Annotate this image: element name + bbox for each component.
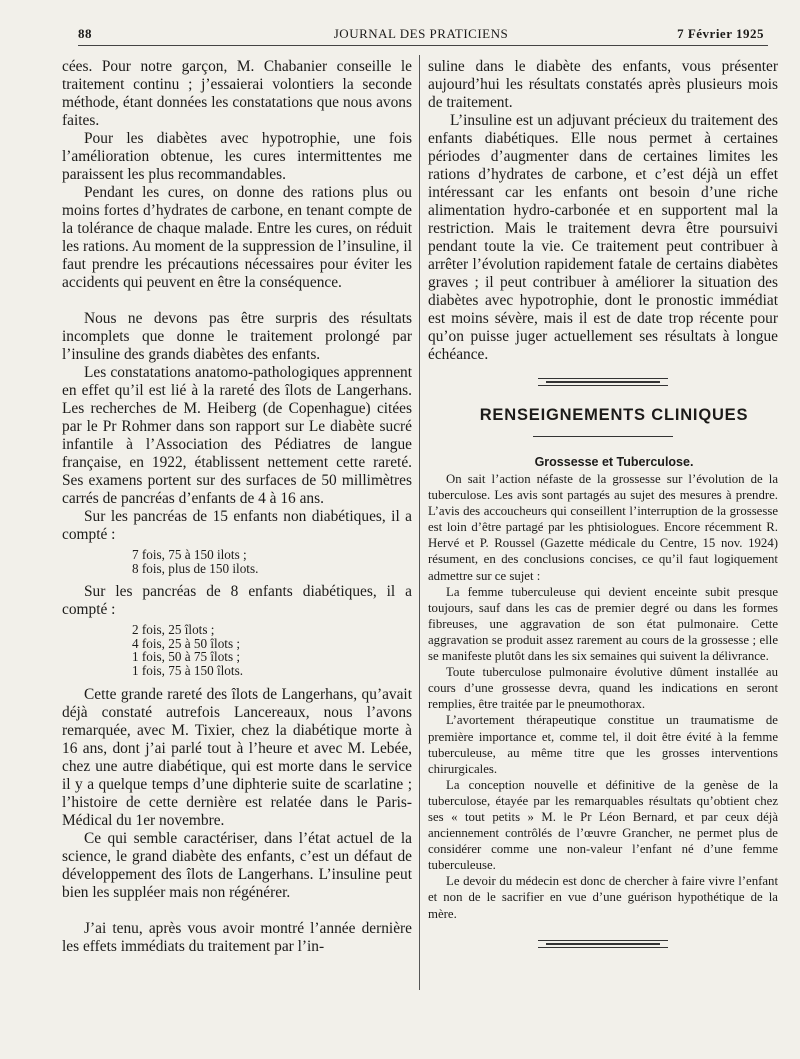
list-item: 7 fois, 75 à 150 ilots ; [132, 547, 247, 562]
paragraph: Cette grande rareté des îlots de Langerhans, qu’avait déjà constaté autrefois Lancereaux, nous l’avons remarquée, avec M. Tixier, chez la diabétique morte à 16 ans, dont j’ai parlé tout à l’heure et avec M. Lebée, chez une autre diabétique, qui est morte dans le service il y a quelque temps d’une diphterie suite de scarlatine ; l’histoire de cette dernière est relatée dans le Paris-Médical du 1er novembre. [62, 685, 412, 829]
column-divider [419, 55, 420, 990]
paragraph: cées. Pour notre garçon, M. Chabanier conseille le traitement continu ; j’essaierai volontiers la seconde méthode, étant données les constatations que nous avons faites. [62, 58, 412, 129]
paragraph: La femme tuberculeuse qui devient enceinte subit presque toujours, sauf dans les cas de premier degré ou dans les formes fibreuses, une aggravation de son état pulmonaire. Cette aggravation se produit assez rarement au cours de la grossesse ; elle se manifeste plutôt dans les six semaines qui suivent la délivrance. [428, 584, 778, 664]
list-item: 1 fois, 50 à 75 îlots ; [132, 649, 241, 665]
paragraph: J’ai tenu, après vous avoir montré l’année dernière les effets immédiats du traitement par l’in- [62, 919, 412, 955]
paragraph: On sait l’action néfaste de la grossesse sur l’évolution de la tuberculose. Les avis sont partagés au sujet des mesures à prendre. L’avis des accoucheurs qui conseillent l’interruption de la grossesse est loin d’être partagé par les phtisiologues. Encore récemment R. Hervé et P. Roussel (Gazette médicale du Centre, 15 nov. 1924) résument, en des conclusions concises, ce qu’il faut logiquement admettre sur ce sujet : [428, 472, 778, 583]
count-list-non-diabetic [132, 548, 412, 575]
paragraph: Les constatations anatomo-pathologiques apprennent en effet qu’il est lié à la rareté des îlots de Langerhans. Les recherches de M. Heiberg (de Copenhague) citées par le Pr Rohmer dans son rapport sur Le diabète sucré infantile à l’Association des Pédiatres de langue française, en 1922, établissent nettement cette rareté. Ses examens portent sur des surfaces de 50 millimètres carrés de pancréas d’enfants de 4 à 16 ans. [62, 364, 412, 507]
article-body [428, 471, 778, 922]
paragraph: Sur les pancréas de 8 enfants diabétiques, il a compté : [62, 583, 412, 619]
running-header [78, 26, 764, 44]
paragraph: Toute tuberculose pulmonaire évolutive dûment installée au cours d’une grossesse devra, quand les indications en seront remplies, être traitée par le pneumothorax. [428, 665, 778, 712]
article-title: Grossesse et Tuberculose. [534, 455, 694, 469]
section-separator [538, 378, 668, 386]
paragraph: L’insuline est un adjuvant précieux du traitement des enfants diabétiques. Elle nous permet à certaines périodes d’augmenter dans de certaines limites les rations d’hydrates de carbone, et c’est déjà un effet intéressant car les enfants ont besoin d’une riche alimentation hydro-carbonée et en supportent mal la restriction. Mais le traitement devra être poursuivi pendant toute la vie. Ce traitement peut contribuer à arrêter l’évolution rapidement fatale de certains diabètes graves ; il peut contribuer à améliorer la situation des diabètes avec hypotrophie, dont le pronostic immédiat est moins sévère, mais il est de date trop récente pour qu’on puisse juger actuellement ses résultats à longue échéance. [428, 112, 778, 363]
paragraph: Pour les diabètes avec hypotrophie, une fois l’amélioration obtenue, les cures intermittentes me paraissent les plus recommandables. [62, 130, 412, 183]
title-rule [533, 436, 673, 437]
paragraph: La conception nouvelle et définitive de la genèse de la tuberculose, étayée par les remarquables résultats qu’obtient chez ses « tout petits » M. le Pr Léon Bernard, et par ceux déjà anciennement contrôlés de l’œuvre Grancher, ne permet plus de considérer comme une non-valeur l’enfant né d’une femme tuberculeuse. [428, 777, 778, 873]
paragraph: Nous ne devons pas être surpris des résultats incomplets que donne le traitement prolongé par l’insuline des grands diabètes des enfants. [62, 310, 412, 363]
page-number: 88 [78, 26, 92, 41]
count-list-diabetic [132, 623, 412, 677]
list-item: 2 fois, 25 îlots ; [132, 622, 215, 638]
list-item: 1 fois, 75 à 150 îlots. [132, 662, 243, 678]
journal-title: JOURNAL DES PRATICIENS [333, 26, 509, 41]
left-column [62, 58, 412, 956]
paragraph: Pendant les cures, on donne des rations plus ou moins fortes d’hydrates de carbone, en tenant compte de la tolérance de chaque malade. Entre les cures, on réduit les rations. Au moment de la suppression de l’insuline, il faut prendre les précautions nécessaires pour éviter les accidents qui peuvent en être la conséquence. [62, 184, 412, 291]
list-item: 4 fois, 25 à 50 îlots ; [132, 635, 241, 651]
paragraph: L’avortement thérapeutique constitue un traumatisme de première importance et, comme tel, il doit être évité à la femme tuberculeuse, au même titre que les grosses interventions chirurgicales. [428, 713, 778, 776]
header-rule [78, 45, 768, 46]
right-column [428, 58, 778, 968]
issue-date: 7 Février 1925 [677, 26, 764, 41]
paragraph: Le devoir du médecin est donc de chercher à faire vivre l’enfant et non de le sacrifier en vue d’une guérison hypothétique de la mère. [428, 874, 778, 921]
paragraph: Sur les pancréas de 15 enfants non diabétiques, il a compté : [62, 508, 412, 543]
end-separator [538, 940, 668, 948]
paragraph: suline dans le diabète des enfants, vous présenter aujourd’hui les résultats constatés après plusieurs mois de traitement. [428, 58, 778, 111]
list-item: 8 fois, plus de 150 ilots. [132, 560, 259, 576]
paragraph: Ce qui semble caractériser, dans l’état actuel de la science, le grand diabète des enfants, c’est un défaut de développement des îlots de Langerhans. L’insuline peut bien les suppléer mais non régénérer. [62, 829, 412, 901]
section-title: RENSEIGNEMENTS CLINIQUES [479, 406, 749, 424]
